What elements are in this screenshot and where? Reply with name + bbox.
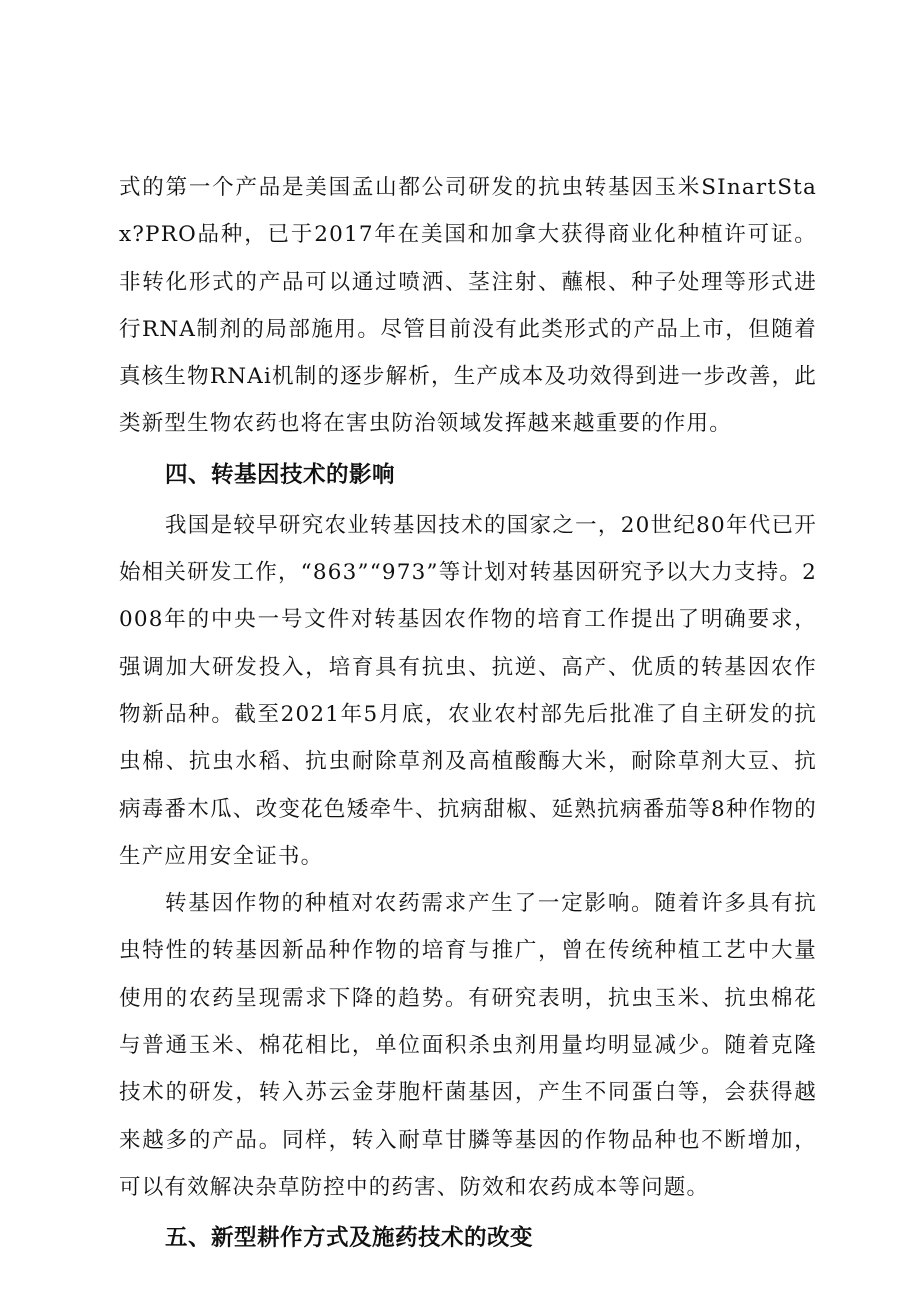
document-body: [119, 164, 817, 1265]
paragraph-china-gmo-research: 我国是较早研究农业转基因技术的国家之一，20世纪80年代已开始相关研发工作，“863”“973”等计划对转基因研究予以大力支持。2008年的中央一号文件对转基因农作物的培育工作提出了明确要求，强调加大研发投入，培育具有抗虫、抗逆、高产、优质的转基因农作物新品种。截至2021年5月底，农业农村部先后批准了自主研发的抗虫棉、抗虫水稻、抗虫耐除草剂及高植酸酶大米，耐除草剂大豆、抗病毒番木瓜、改变花色矮牵牛、抗病甜椒、延熟抗病番茄等8种作物的生产应用安全证书。: [119, 512, 817, 869]
paragraph-gmo-pesticide-demand: 转基因作物的种植对农药需求产生了一定影响。随着许多具有抗虫特性的转基因新品种作物的培育与推广，曾在传统种植工艺中大量使用的农药呈现需求下降的趋势。有研究表明，抗虫玉米、抗虫棉花与普通玉米、棉花相比，单位面积杀虫剂用量均明显减少。随着克隆技术的研发，转入苏云金芽胞杆菌基因，产生不同蛋白等，会获得越来越多的产品。同样，转入耐草甘膦等基因的作物品种也不断增加，可以有效解决杂草防控中的药害、防效和农药成本等问题。: [119, 891, 817, 1200]
section-heading-gmo-impact: 四、转基因技术的影响: [165, 461, 396, 488]
paragraph-rna-pesticides: 式的第一个产品是美国孟山都公司研发的抗虫转基因玉米SInartStax?PRO品种，已于2017年在美国和加拿大获得商业化种植许可证。非转化形式的产品可以通过喷洒、茎注射、蘸根、种子处理等形式进行RNA制剂的局部施用。尽管目前没有此类形式的产品上市，但随着真核生物RNAi机制的逐步解析，生产成本及功效得到进一步改善，此类新型生物农药也将在害虫防治领域发挥越来越重要的作用。: [119, 175, 817, 437]
section-heading-new-farming-methods: 五、新型耕作方式及施药技术的改变: [165, 1225, 534, 1252]
